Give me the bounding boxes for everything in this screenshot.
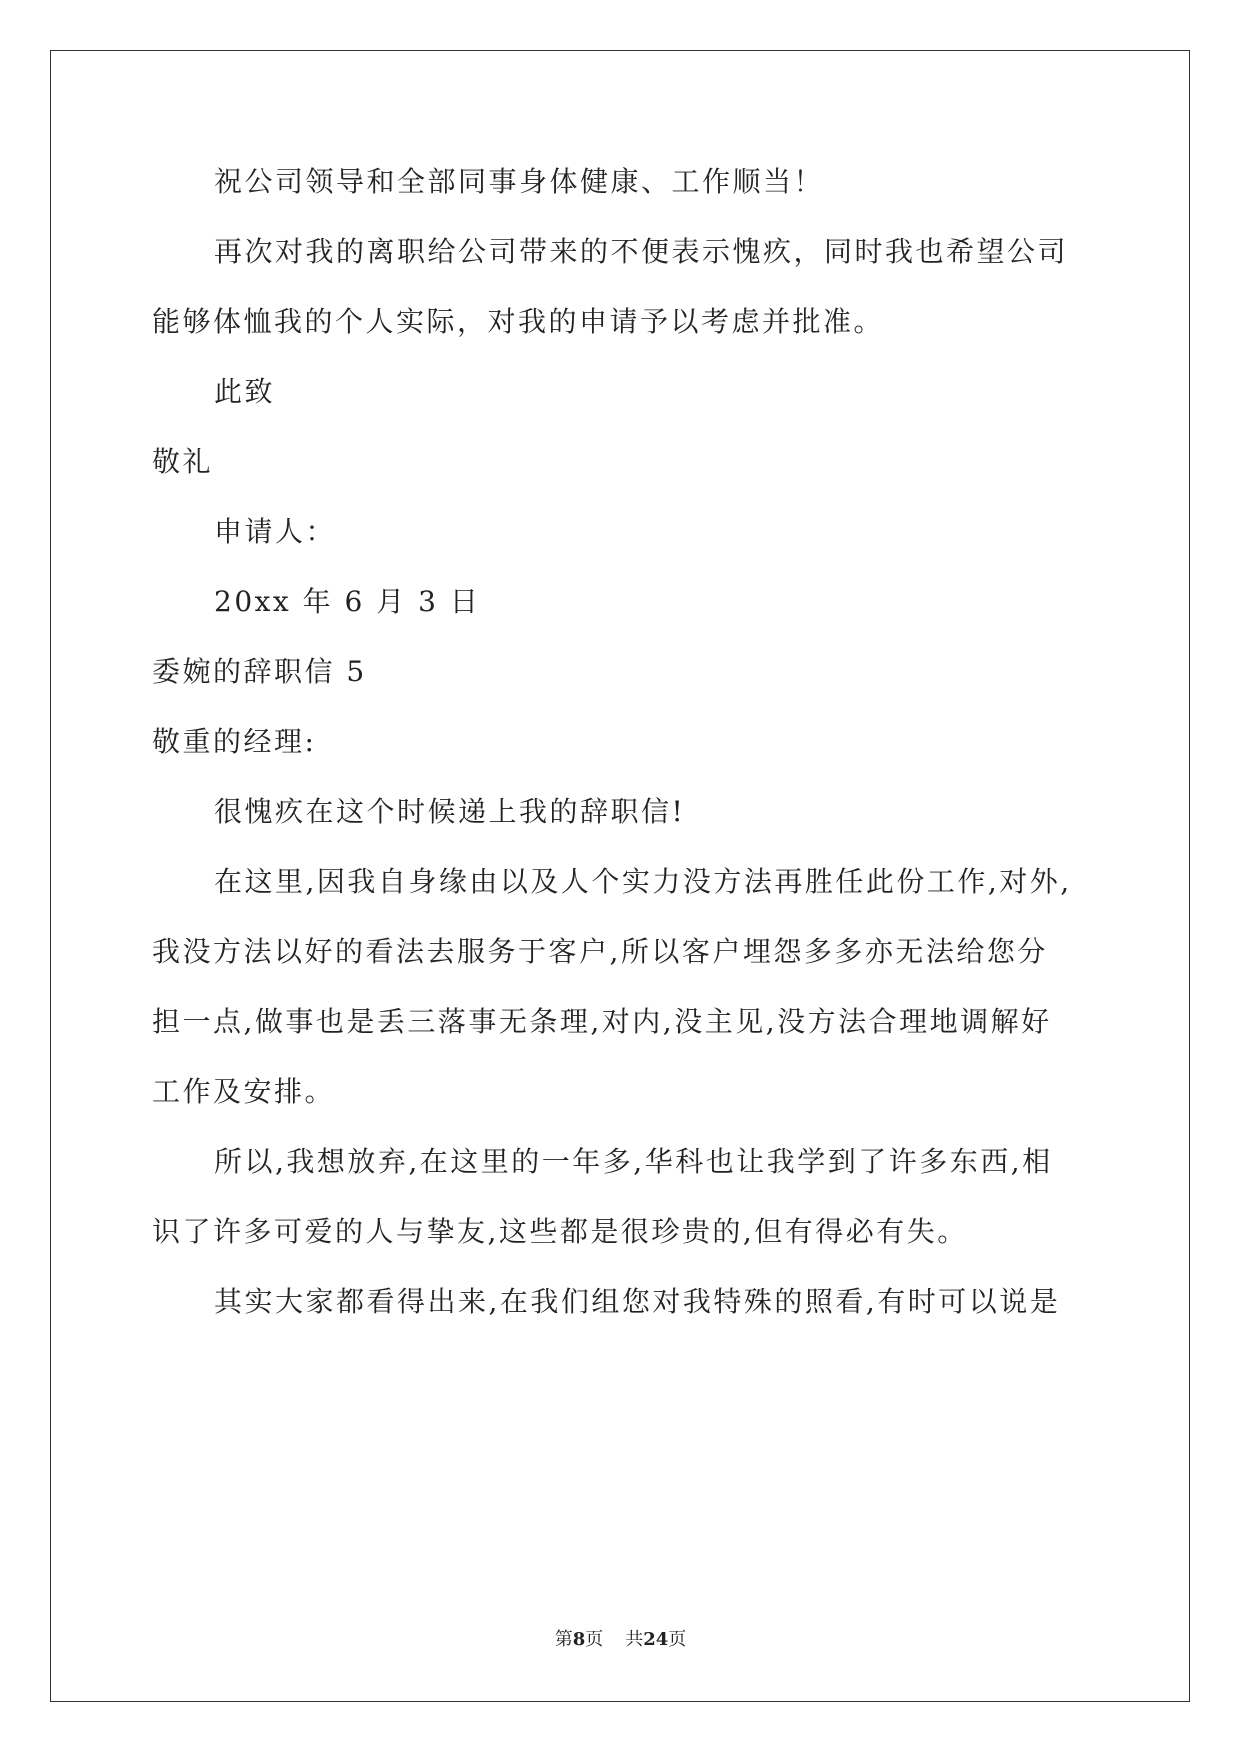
paragraph-line: 在这里,因我自身缘由以及人个实力没方法再胜任此份工作,对外, bbox=[214, 865, 1072, 898]
current-page-number: 8 bbox=[572, 1629, 586, 1650]
closing-line: 此致 bbox=[214, 375, 276, 408]
applicant-label: 申请人： bbox=[214, 515, 337, 548]
paragraph-line: 我没方法以好的看法去服务于客户,所以客户埋怨多多亦无法给您分 bbox=[152, 935, 1048, 968]
closing-salutation: 敬礼 bbox=[152, 445, 214, 478]
total-page-count: 24 bbox=[643, 1629, 669, 1650]
footer-total-prefix: 共 bbox=[625, 1629, 644, 1650]
greeting-line: 敬重的经理: bbox=[152, 725, 317, 758]
paragraph-line: 祝公司领导和全部同事身体健康、工作顺当！ bbox=[214, 165, 825, 198]
paragraph-line: 再次对我的离职给公司带来的不便表示愧疚，同时我也希望公司 bbox=[214, 235, 1069, 268]
footer-page-suffix: 页 bbox=[585, 1629, 604, 1650]
page-footer bbox=[0, 1628, 1241, 1652]
paragraph-line: 能够体恤我的个人实际，对我的申请予以考虑并批准。 bbox=[152, 305, 885, 338]
paragraph-line: 识了许多可爱的人与挚友,这些都是很珍贵的,但有得必有失。 bbox=[152, 1215, 968, 1248]
footer-total-suffix: 页 bbox=[668, 1629, 687, 1650]
date-line: 20xx 年 6 月 3 日 bbox=[214, 585, 481, 618]
section-title: 委婉的辞职信 5 bbox=[152, 655, 367, 688]
footer-prefix: 第 bbox=[554, 1629, 573, 1650]
paragraph-line: 工作及安排。 bbox=[152, 1075, 336, 1108]
paragraph-line: 所以,我想放弃,在这里的一年多,华科也让我学到了许多东西,相 bbox=[214, 1145, 1053, 1178]
paragraph-line: 担一点,做事也是丢三落事无条理,对内,没主见,没方法合理地调解好 bbox=[152, 1005, 1052, 1038]
paragraph-line: 很愧疚在这个时候递上我的辞职信! bbox=[214, 795, 686, 828]
paragraph-line: 其实大家都看得出来,在我们组您对我特殊的照看,有时可以说是 bbox=[214, 1285, 1061, 1318]
